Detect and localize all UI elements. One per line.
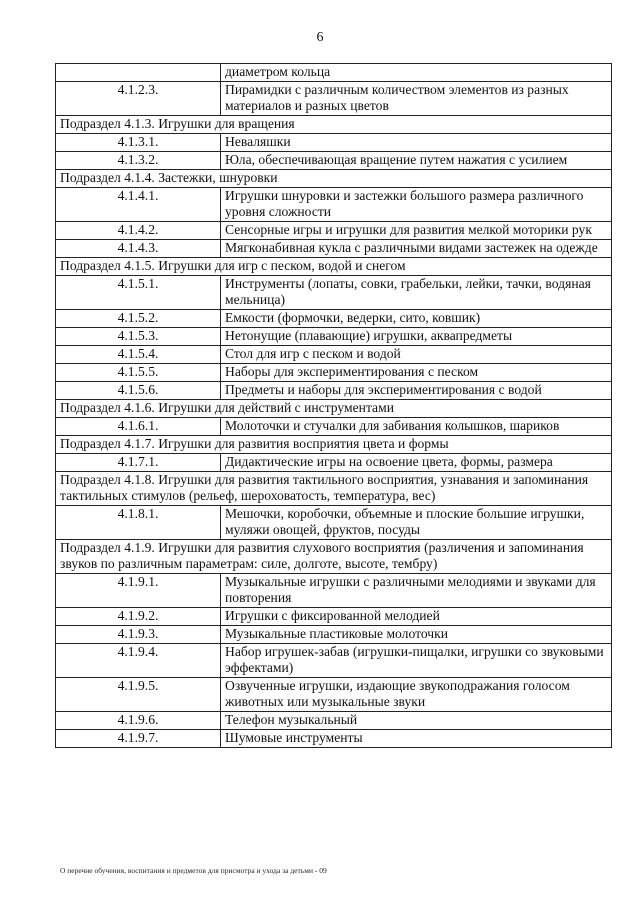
table-row bbox=[56, 712, 612, 730]
table-row bbox=[56, 328, 612, 346]
section-header-row bbox=[56, 540, 612, 574]
item-description: Музыкальные игрушки с различными мелодиями и звуками для повторения bbox=[221, 574, 612, 608]
section-title: Подраздел 4.1.7. Игрушки для развития восприятия цвета и формы bbox=[56, 436, 612, 454]
section-title: Подраздел 4.1.8. Игрушки для развития тактильного восприятия, узнавания и запоминания тактильных стимулов (рельеф, шероховатость, температура, вес) bbox=[56, 472, 612, 506]
item-description: Неваляшки bbox=[221, 134, 612, 152]
table-row bbox=[56, 64, 612, 82]
item-description: Озвученные игрушки, издающие звукоподражания голосом животных или музыкальные звуки bbox=[221, 678, 612, 712]
item-description: Нетонущие (плавающие) игрушки, аквапредметы bbox=[221, 328, 612, 346]
item-description: Мягконабивная кукла с различными видами застежек на одежде bbox=[221, 240, 612, 258]
item-number: 4.1.3.2. bbox=[56, 152, 221, 170]
table-row bbox=[56, 678, 612, 712]
table-row bbox=[56, 134, 612, 152]
table-row bbox=[56, 644, 612, 678]
table-row bbox=[56, 626, 612, 644]
section-header-row bbox=[56, 170, 612, 188]
item-description: Юла, обеспечивающая вращение путем нажатия с усилием bbox=[221, 152, 612, 170]
item-description: Набор игрушек-забав (игрушки-пищалки, игрушки со звуковыми эффектами) bbox=[221, 644, 612, 678]
table-row bbox=[56, 730, 612, 748]
section-title: Подраздел 4.1.5. Игрушки для игр с песком, водой и снегом bbox=[56, 258, 612, 276]
item-description: Пирамидки с различным количеством элементов из разных материалов и разных цветов bbox=[221, 82, 612, 116]
item-description: Музыкальные пластиковые молоточки bbox=[221, 626, 612, 644]
item-number: 4.1.9.6. bbox=[56, 712, 221, 730]
table-row bbox=[56, 454, 612, 472]
table-row bbox=[56, 310, 612, 328]
item-number bbox=[56, 64, 221, 82]
item-number: 4.1.9.1. bbox=[56, 574, 221, 608]
page-footer: О перечне обучения, воспитания и предметов для присмотра и ухода за детьми - 09 bbox=[60, 866, 327, 875]
item-number: 4.1.5.4. bbox=[56, 346, 221, 364]
item-number: 4.1.7.1. bbox=[56, 454, 221, 472]
item-number: 4.1.6.1. bbox=[56, 418, 221, 436]
section-header-row bbox=[56, 258, 612, 276]
item-description: Дидактические игры на освоение цвета, формы, размера bbox=[221, 454, 612, 472]
table-row bbox=[56, 382, 612, 400]
table-row bbox=[56, 188, 612, 222]
section-title: Подраздел 4.1.3. Игрушки для вращения bbox=[56, 116, 612, 134]
item-number: 4.1.4.2. bbox=[56, 222, 221, 240]
item-description: Предметы и наборы для экспериментирования с водой bbox=[221, 382, 612, 400]
section-header-row bbox=[56, 116, 612, 134]
section-header-row bbox=[56, 400, 612, 418]
item-number: 4.1.5.6. bbox=[56, 382, 221, 400]
item-number: 4.1.5.5. bbox=[56, 364, 221, 382]
item-number: 4.1.9.5. bbox=[56, 678, 221, 712]
item-description: Сенсорные игры и игрушки для развития мелкой моторики рук bbox=[221, 222, 612, 240]
section-title: Подраздел 4.1.4. Застежки, шнуровки bbox=[56, 170, 612, 188]
table-row bbox=[56, 82, 612, 116]
table-row bbox=[56, 152, 612, 170]
item-description: Игрушки шнуровки и застежки большого размера различного уровня сложности bbox=[221, 188, 612, 222]
item-description: Молоточки и стучалки для забивания колышков, шариков bbox=[221, 418, 612, 436]
item-number: 4.1.5.2. bbox=[56, 310, 221, 328]
item-description: Мешочки, коробочки, объемные и плоские большие игрушки, муляжи овощей, фруктов, посуды bbox=[221, 506, 612, 540]
section-title: Подраздел 4.1.6. Игрушки для действий с инструментами bbox=[56, 400, 612, 418]
item-description: Инструменты (лопаты, совки, грабельки, лейки, тачки, водяная мельница) bbox=[221, 276, 612, 310]
table-row bbox=[56, 574, 612, 608]
table-row bbox=[56, 222, 612, 240]
table-body bbox=[56, 64, 612, 748]
item-description: Игрушки с фиксированной мелодией bbox=[221, 608, 612, 626]
item-description: Наборы для экспериментирования с песком bbox=[221, 364, 612, 382]
items-table bbox=[55, 63, 612, 748]
table-row bbox=[56, 240, 612, 258]
item-description: Шумовые инструменты bbox=[221, 730, 612, 748]
item-description: Емкости (формочки, ведерки, сито, ковшик) bbox=[221, 310, 612, 328]
section-header-row bbox=[56, 436, 612, 454]
page-number: 6 bbox=[316, 30, 324, 45]
item-number: 4.1.5.1. bbox=[56, 276, 221, 310]
item-number: 4.1.9.2. bbox=[56, 608, 221, 626]
item-number: 4.1.4.3. bbox=[56, 240, 221, 258]
item-number: 4.1.4.1. bbox=[56, 188, 221, 222]
table-row bbox=[56, 418, 612, 436]
table-row bbox=[56, 276, 612, 310]
section-header-row bbox=[56, 472, 612, 506]
table-row bbox=[56, 506, 612, 540]
item-number: 4.1.8.1. bbox=[56, 506, 221, 540]
item-description: Телефон музыкальный bbox=[221, 712, 612, 730]
item-number: 4.1.2.3. bbox=[56, 82, 221, 116]
table-row bbox=[56, 346, 612, 364]
item-number: 4.1.9.3. bbox=[56, 626, 221, 644]
item-number: 4.1.9.4. bbox=[56, 644, 221, 678]
section-title: Подраздел 4.1.9. Игрушки для развития слухового восприятия (различения и запоминания звуков по различным параметрам: силе, долготе, высоте, тембру) bbox=[56, 540, 612, 574]
item-number: 4.1.5.3. bbox=[56, 328, 221, 346]
table-row bbox=[56, 608, 612, 626]
item-description: Стол для игр с песком и водой bbox=[221, 346, 612, 364]
item-number: 4.1.9.7. bbox=[56, 730, 221, 748]
table-row bbox=[56, 364, 612, 382]
item-number: 4.1.3.1. bbox=[56, 134, 221, 152]
item-description: диаметром кольца bbox=[221, 64, 612, 82]
